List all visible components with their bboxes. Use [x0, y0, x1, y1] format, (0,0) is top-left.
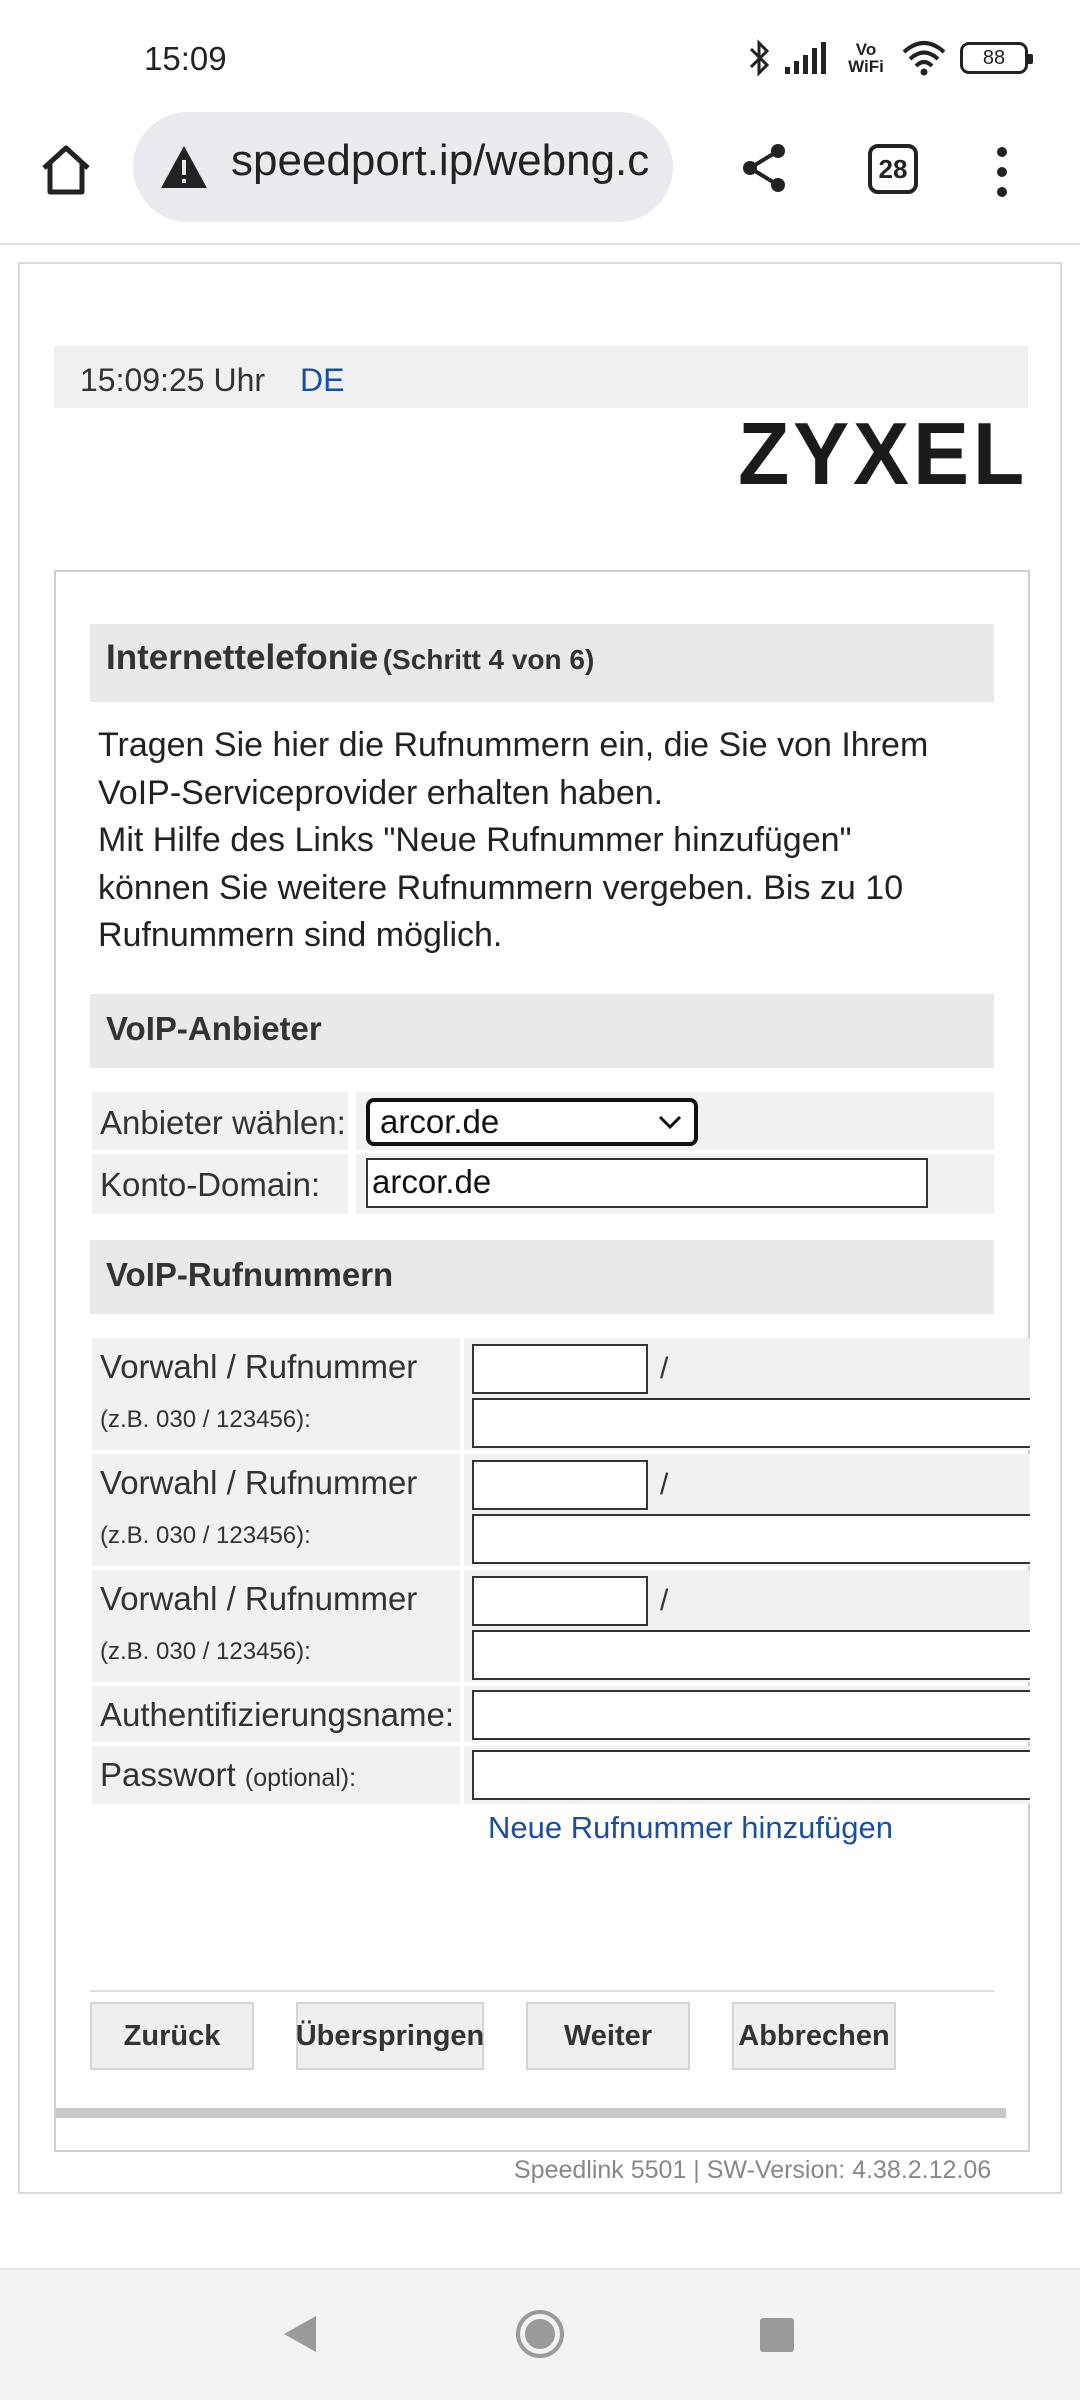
number-hint: (z.B. 030 / 123456): [100, 1638, 311, 1665]
home-circle-icon[interactable] [514, 2308, 566, 2360]
zyxel-logo [738, 416, 1030, 492]
signal-icon [784, 41, 830, 75]
wifi-icon [902, 40, 946, 76]
battery-icon: 88 [960, 42, 1028, 74]
not-secure-warning-icon[interactable] [159, 144, 209, 190]
auth-name-label: Authentifizierungsname: [100, 1696, 455, 1733]
slash-separator: / [660, 1352, 669, 1385]
password-optional-hint: (optional): [244, 1764, 357, 1792]
address-bar[interactable] [133, 112, 673, 222]
number-label: Vorwahl / Rufnummer [100, 1348, 418, 1385]
wizard-heading [90, 624, 994, 702]
status-bar [0, 0, 1080, 110]
status-time: 15:09 [144, 40, 227, 77]
password-label-text: Passwort [100, 1756, 236, 1793]
password-label [100, 1756, 356, 1794]
number-label: Vorwahl / Rufnummer [100, 1580, 418, 1617]
phone-number-input[interactable] [472, 1514, 1030, 1564]
numbers-section-header [90, 1240, 994, 1314]
intro-text [98, 722, 998, 960]
chevron-down-icon [658, 1114, 682, 1130]
provider-section-header [90, 994, 994, 1068]
provider-select-value: arcor.de [380, 1103, 500, 1140]
language-link[interactable]: DE [300, 362, 345, 398]
provider-label: Anbieter wählen: [100, 1104, 346, 1141]
page-title: Internettelefonie [106, 638, 379, 677]
slash-separator: / [660, 1584, 669, 1617]
firmware-version: Speedlink 5501 | SW-Version: 4.38.2.12.06 [514, 2156, 992, 2184]
intro-line: Mit Hilfe des Links "Neue Rufnummer hinzufügen" [98, 821, 852, 859]
clock-text: 15:09:25 Uhr [80, 362, 266, 398]
area-code-input[interactable] [472, 1460, 648, 1510]
number-hint: (z.B. 030 / 123456): [100, 1522, 311, 1549]
navigation-bar [0, 2268, 1080, 2400]
home-icon[interactable] [36, 140, 96, 200]
numbers-section-title: VoIP-Rufnummern [106, 1256, 394, 1293]
time-bar [54, 346, 1028, 408]
password-input[interactable] [472, 1750, 1030, 1800]
recents-icon[interactable] [760, 2318, 794, 2352]
vowifi-icon: Vo WiFi [848, 40, 884, 76]
phone-number-input[interactable] [472, 1398, 1030, 1448]
divider [90, 1990, 994, 1992]
provider-section-title: VoIP-Anbieter [106, 1010, 322, 1047]
more-menu-icon[interactable] [990, 146, 1014, 198]
domain-label: Konto-Domain: [100, 1166, 321, 1203]
status-icons [748, 34, 1028, 82]
auth-name-input[interactable] [472, 1690, 1030, 1740]
skip-button[interactable]: Überspringen [296, 2002, 484, 2070]
phone-number-input[interactable] [472, 1630, 1030, 1680]
intro-line: VoIP-Serviceprovider erhalten haben. [98, 773, 664, 812]
web-page [18, 262, 1062, 2194]
intro-line: Tragen Sie hier die Rufnummern ein, die Sie von Ihrem [98, 726, 929, 764]
area-code-input[interactable] [472, 1344, 648, 1394]
number-hint: (z.B. 030 / 123456): [100, 1406, 311, 1433]
bottom-bar [56, 2108, 1006, 2118]
cancel-button[interactable]: Abbrechen [732, 2002, 896, 2070]
domain-input[interactable]: arcor.de [366, 1158, 928, 1208]
browser-toolbar [0, 110, 1080, 245]
next-button[interactable]: Weiter [526, 2002, 690, 2070]
tabs-icon[interactable]: 28 [868, 144, 918, 194]
share-icon[interactable] [740, 142, 790, 194]
add-number-link[interactable]: Neue Rufnummer hinzufügen [488, 1810, 893, 1845]
back-button[interactable]: Zurück [90, 2002, 254, 2070]
slash-separator: / [660, 1468, 669, 1501]
area-code-input[interactable] [472, 1576, 648, 1626]
url-text[interactable]: speedport.ip/webng.c [231, 136, 650, 185]
intro-line: Rufnummern sind möglich. [98, 916, 503, 954]
intro-line: können Sie weitere Rufnummern vergeben. Bis zu 10 [98, 868, 904, 907]
svg-text:ZYXEL: ZYXEL [738, 416, 1028, 492]
back-icon[interactable] [282, 2314, 318, 2354]
bluetooth-icon [748, 38, 770, 78]
number-label: Vorwahl / Rufnummer [100, 1464, 418, 1501]
step-indicator: (Schritt 4 von 6) [382, 644, 595, 675]
wizard-panel [54, 570, 1030, 2152]
provider-select[interactable] [366, 1098, 698, 1146]
